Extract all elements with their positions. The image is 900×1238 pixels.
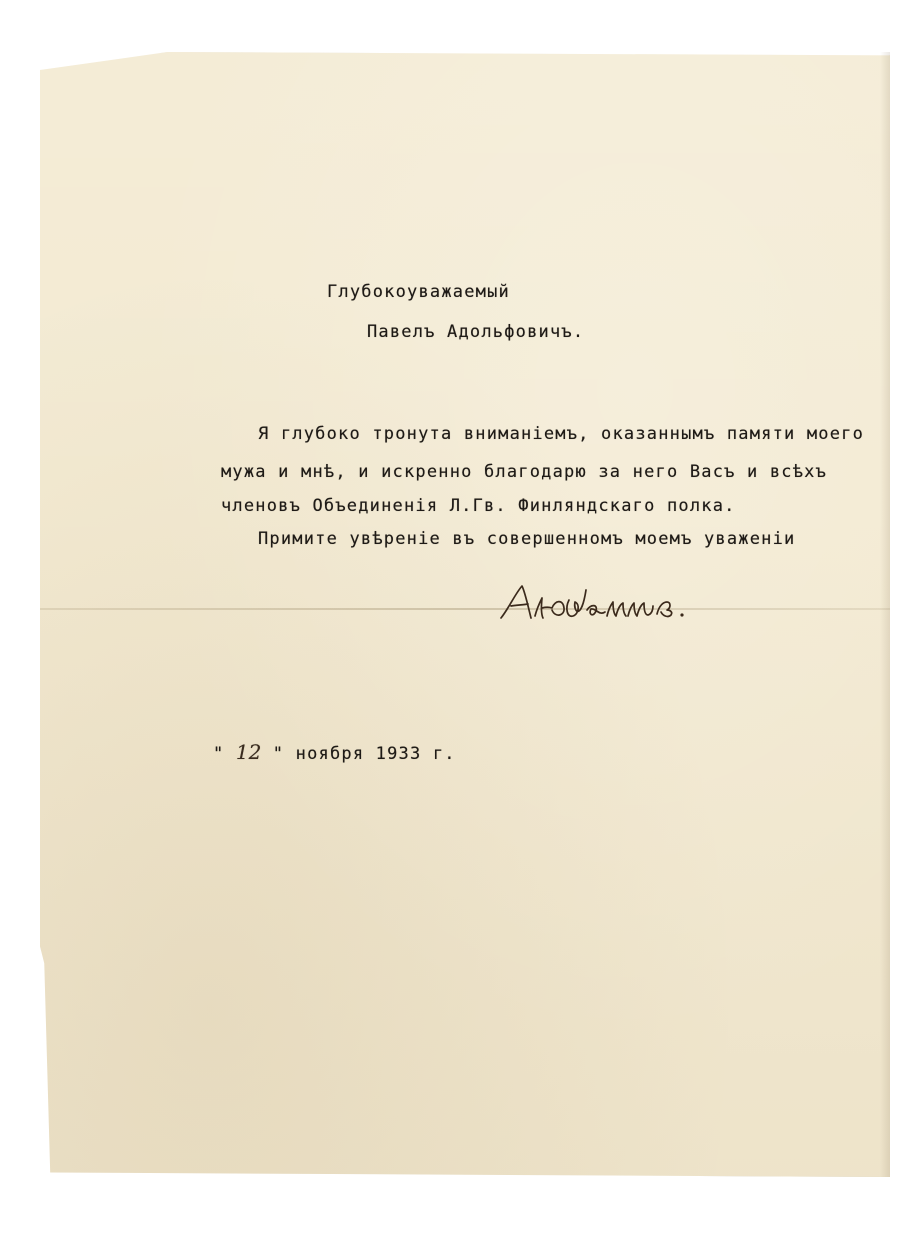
paper-edge-shadow [880, 52, 890, 1177]
date-month-year: ноября 1933 г. [295, 744, 456, 764]
date-line [213, 740, 456, 764]
salutation-line-2: Павелъ Адольфовичъ. [367, 322, 585, 342]
letter-paper [40, 52, 890, 1177]
date-close-quote: " [272, 744, 285, 764]
date-open-quote: " [213, 744, 225, 764]
salutation-line-1: Глубокоуважаемый [327, 282, 510, 302]
body-line-1: Я глубоко тронута вниманіемъ, оказаннымъ памяти моего [258, 424, 865, 444]
date-day-handwritten: 12 [235, 740, 262, 764]
paper-fold-crease [40, 608, 890, 610]
body-line-4: Примите увѣреніе въ совершенномъ моемъ уваженіи [258, 529, 796, 549]
handwritten-signature [495, 578, 705, 628]
body-line-3: членовъ Объединенія Л.Гв. Финляндскаго полка. [221, 496, 736, 516]
body-line-2: мужа и мнѣ, и искренно благодарю за него Васъ и всѣхъ [221, 462, 828, 482]
